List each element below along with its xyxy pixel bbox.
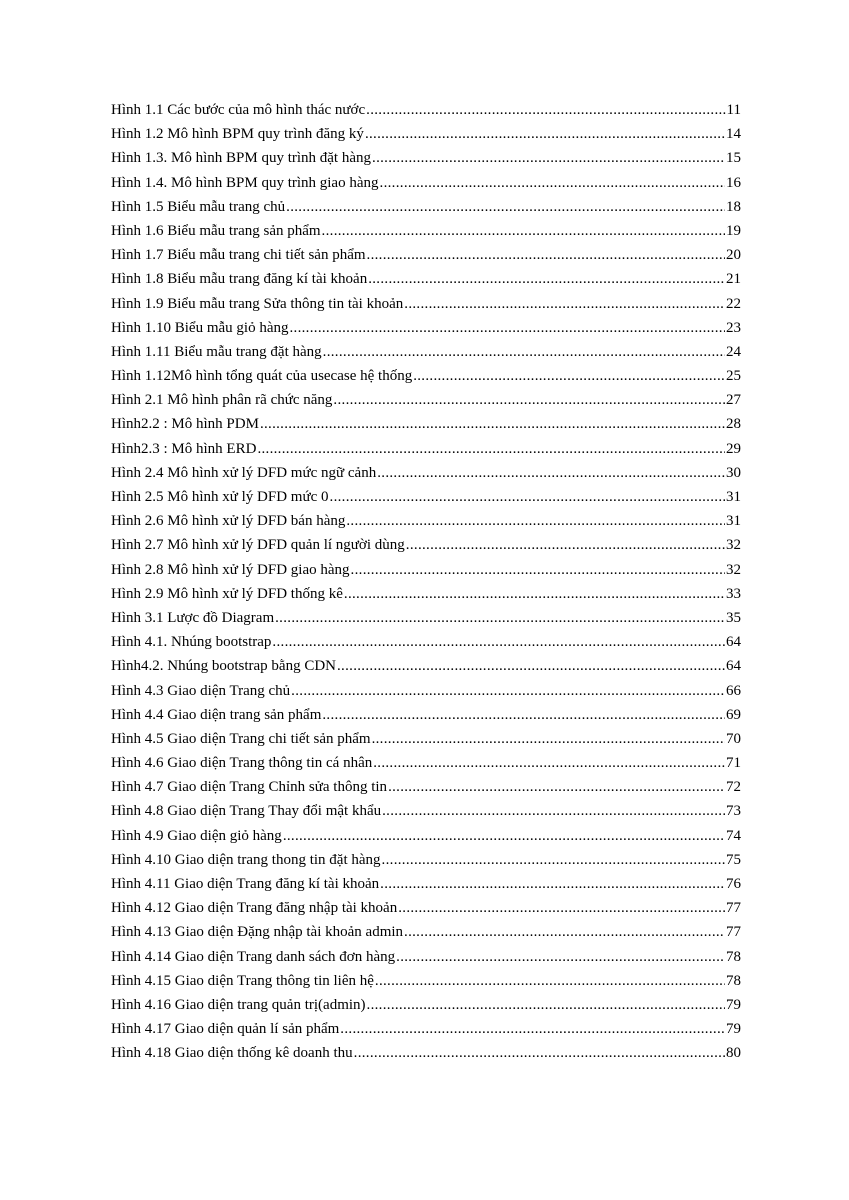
toc-entry[interactable] [111, 924, 741, 948]
toc-entry-title: Hình 1.1 Các bước của mô hình thác nước [111, 102, 366, 118]
toc-entry[interactable] [111, 610, 741, 634]
toc-entry-page-number: 72 [726, 779, 741, 796]
toc-dot-leader [388, 779, 725, 796]
toc-entry-page-number: 79 [726, 1021, 741, 1038]
toc-entry-title: Hình 4.10 Giao diện trang thong tin đặt hàng [111, 851, 381, 868]
toc-entry-title: Hình 4.16 Giao diện trang quản trị(admin) [111, 996, 366, 1013]
toc-entry[interactable] [111, 175, 741, 199]
toc-entry-title: Hình 1.2 Mô hình BPM quy trình đăng ký [111, 126, 364, 143]
toc-entry-page-number: 80 [726, 1045, 741, 1062]
toc-entry-title: Hình 4.3 Giao diện Trang chủ [111, 682, 291, 699]
toc-entry-title: Hình 4.17 Giao diện quản lí sản phẩm [111, 1021, 340, 1038]
toc-entry-title: Hình 1.7 Biểu mẫu trang chi tiết sản phẩm [111, 247, 366, 264]
toc-entry[interactable] [111, 150, 741, 174]
toc-entry-title: Hình 4.11 Giao diện Trang đăng kí tài khoản [111, 876, 380, 892]
toc-entry-title: Hình 1.12Mô hình tổng quát của usecase hệ thống [111, 368, 413, 385]
toc-entry-page-number: 70 [726, 730, 741, 747]
toc-entry-title: Hình 1.10 Biểu mẫu giỏ hàng [111, 319, 289, 336]
toc-entry-title: Hình 2.1 Mô hình phân rã chức năng [111, 392, 333, 409]
toc-dot-leader [286, 199, 725, 216]
toc-entry[interactable] [111, 562, 741, 586]
toc-dot-leader [346, 513, 725, 530]
toc-dot-leader [368, 271, 725, 288]
toc-entry-title: Hình 4.8 Giao diện Trang Thay đổi mật khẩu [111, 803, 382, 820]
toc-entry-page-number: 20 [726, 247, 741, 264]
toc-dot-leader [272, 634, 725, 651]
toc-entry-title: Hình2.3 : Mô hình ERD [111, 440, 257, 457]
toc-entry-page-number: 76 [726, 876, 741, 892]
toc-entry-page-number: 21 [726, 271, 741, 288]
toc-entry-title: Hình 4.4 Giao diện trang sản phẩm [111, 706, 322, 723]
toc-dot-leader [382, 852, 725, 869]
list-of-figures [111, 102, 741, 1070]
toc-entry-page-number: 66 [726, 682, 741, 699]
toc-dot-leader [382, 803, 725, 820]
toc-entry[interactable] [111, 489, 741, 513]
toc-entry[interactable] [111, 1045, 741, 1069]
toc-dot-leader [380, 876, 725, 893]
toc-entry[interactable] [111, 1021, 741, 1045]
toc-entry-title: Hình 3.1 Lược đồ Diagram [111, 609, 275, 626]
toc-entry[interactable] [111, 126, 741, 150]
toc-dot-leader [289, 320, 725, 337]
toc-entry-page-number: 77 [726, 924, 741, 941]
toc-entry-page-number: 11 [726, 102, 741, 118]
toc-entry-page-number: 64 [726, 634, 741, 651]
toc-entry-title: Hình 4.13 Giao diện Đặng nhập tài khoản admin [111, 924, 404, 941]
toc-entry[interactable] [111, 658, 741, 682]
toc-dot-leader [323, 344, 725, 361]
toc-entry-title: Hình 4.5 Giao diện Trang chi tiết sản phẩm [111, 730, 371, 747]
toc-dot-leader [333, 392, 725, 409]
toc-entry[interactable] [111, 683, 741, 707]
toc-entry-page-number: 28 [726, 416, 741, 433]
toc-dot-leader [367, 247, 725, 264]
toc-entry-title: Hình 1.3. Mô hình BPM quy trình đặt hàng [111, 150, 372, 167]
toc-entry[interactable] [111, 852, 741, 876]
toc-entry[interactable] [111, 465, 741, 489]
toc-entry[interactable] [111, 900, 741, 924]
toc-entry-title: Hình 1.9 Biểu mẫu trang Sửa thông tin tài khoản [111, 295, 404, 312]
toc-entry[interactable] [111, 876, 741, 900]
toc-entry[interactable] [111, 537, 741, 561]
toc-dot-leader [275, 610, 725, 627]
toc-dot-leader [291, 683, 725, 700]
toc-entry[interactable] [111, 223, 741, 247]
toc-dot-leader [322, 223, 725, 240]
toc-dot-leader [283, 828, 725, 845]
toc-dot-leader [367, 997, 725, 1014]
toc-entry-title: Hình4.2. Nhúng bootstrap bằng CDN [111, 658, 336, 675]
toc-dot-leader [372, 150, 725, 167]
toc-entry-title: Hình 1.5 Biểu mẫu trang chủ [111, 198, 286, 215]
toc-entry[interactable] [111, 344, 741, 368]
toc-dot-leader [398, 900, 725, 917]
toc-entry-title: Hình 2.9 Mô hình xử lý DFD thống kê [111, 585, 343, 602]
toc-entry-title: Hình 4.14 Giao diện Trang danh sách đơn hàng [111, 948, 396, 965]
toc-dot-leader [330, 489, 725, 506]
toc-entry[interactable] [111, 296, 741, 320]
toc-entry-page-number: 24 [726, 343, 741, 360]
toc-entry-page-number: 77 [726, 900, 741, 917]
toc-entry-page-number: 74 [726, 827, 741, 844]
toc-entry[interactable] [111, 949, 741, 973]
toc-entry-page-number: 16 [726, 174, 741, 191]
toc-dot-leader [404, 924, 725, 941]
toc-entry[interactable] [111, 586, 741, 610]
toc-dot-leader [322, 707, 725, 724]
toc-entry-title: Hình 1.4. Mô hình BPM quy trình giao hàng [111, 174, 379, 191]
toc-entry-title: Hình 1.11 Biểu mẫu trang đặt hàng [111, 343, 322, 360]
toc-entry-title: Hình 4.18 Giao diện thống kê doanh thu [111, 1045, 353, 1062]
toc-entry-page-number: 31 [726, 513, 741, 530]
toc-entry[interactable] [111, 416, 741, 440]
toc-dot-leader [375, 973, 725, 990]
toc-dot-leader [406, 537, 725, 554]
toc-entry[interactable] [111, 247, 741, 271]
toc-entry-title: Hình 2.7 Mô hình xử lý DFD quản lí người dùng [111, 537, 405, 554]
toc-dot-leader [404, 296, 725, 313]
toc-entry-title: Hình 4.1. Nhúng bootstrap [111, 634, 272, 651]
toc-entry-title: Hình 4.7 Giao diện Trang Chỉnh sửa thông tin [111, 779, 388, 796]
toc-entry[interactable] [111, 392, 741, 416]
toc-entry[interactable] [111, 973, 741, 997]
toc-dot-leader [351, 562, 725, 579]
toc-dot-leader [260, 416, 725, 433]
toc-dot-leader [365, 126, 725, 143]
toc-entry-page-number: 32 [726, 561, 741, 578]
toc-entry[interactable] [111, 997, 741, 1021]
toc-entry-page-number: 14 [726, 126, 741, 143]
toc-dot-leader [380, 175, 725, 192]
toc-entry-page-number: 78 [726, 972, 741, 989]
toc-dot-leader [396, 949, 725, 966]
toc-dot-leader [337, 658, 725, 675]
toc-entry-page-number: 73 [726, 803, 741, 820]
toc-entry-title: Hình 4.12 Giao diện Trang đăng nhập tài khoản [111, 900, 398, 917]
toc-entry-page-number: 25 [726, 368, 741, 385]
toc-entry-title: Hình 4.9 Giao diện giỏ hàng [111, 827, 282, 844]
toc-entry[interactable] [111, 368, 741, 392]
toc-entry-page-number: 35 [726, 609, 741, 626]
toc-dot-leader [257, 441, 725, 458]
toc-entry-page-number: 30 [726, 464, 741, 481]
toc-entry-title: Hình2.2 : Mô hình PDM [111, 416, 259, 433]
toc-entry[interactable] [111, 102, 741, 126]
toc-entry-title: Hình 1.6 Biểu mẫu trang sản phẩm [111, 222, 321, 239]
toc-entry-title: Hình 2.6 Mô hình xử lý DFD bán hàng [111, 513, 346, 530]
toc-entry-title: Hình 2.5 Mô hình xử lý DFD mức 0 [111, 489, 329, 505]
toc-entry-page-number: 31 [726, 489, 741, 505]
toc-entry-title: Hình 4.6 Giao diện Trang thông tin cá nhân [111, 755, 373, 772]
toc-entry[interactable] [111, 828, 741, 852]
toc-entry-page-number: 79 [726, 996, 741, 1013]
toc-entry-title: Hình 4.15 Giao diện Trang thông tin liên hệ [111, 972, 374, 989]
toc-entry-page-number: 71 [726, 755, 741, 772]
toc-entry-page-number: 18 [726, 198, 741, 215]
toc-entry-page-number: 15 [726, 150, 741, 167]
toc-entry[interactable] [111, 513, 741, 537]
toc-entry-page-number: 64 [726, 658, 741, 675]
toc-dot-leader [354, 1045, 725, 1062]
toc-entry[interactable] [111, 441, 741, 465]
toc-entry[interactable] [111, 199, 741, 223]
toc-entry[interactable] [111, 707, 741, 731]
toc-dot-leader [377, 465, 725, 482]
toc-entry-title: Hình 1.8 Biểu mẫu trang đăng kí tài khoản [111, 271, 368, 288]
toc-entry-page-number: 69 [726, 706, 741, 723]
toc-entry-page-number: 23 [726, 319, 741, 336]
toc-entry-title: Hình 2.8 Mô hình xử lý DFD giao hàng [111, 561, 350, 578]
toc-entry[interactable] [111, 755, 741, 779]
toc-dot-leader [413, 368, 725, 385]
toc-entry-page-number: 32 [726, 537, 741, 554]
toc-entry[interactable] [111, 779, 741, 803]
toc-entry[interactable] [111, 803, 741, 827]
toc-entry-page-number: 19 [726, 222, 741, 239]
toc-entry-title: Hình 2.4 Mô hình xử lý DFD mức ngữ cảnh [111, 464, 377, 481]
toc-entry-page-number: 78 [726, 948, 741, 965]
toc-dot-leader [344, 586, 725, 603]
toc-entry-page-number: 22 [726, 295, 741, 312]
toc-dot-leader [366, 102, 725, 119]
toc-entry-page-number: 75 [726, 851, 741, 868]
toc-dot-leader [372, 731, 725, 748]
toc-entry-page-number: 27 [726, 392, 741, 409]
toc-entry[interactable] [111, 731, 741, 755]
toc-dot-leader [373, 755, 725, 772]
toc-entry[interactable] [111, 634, 741, 658]
toc-entry-page-number: 29 [726, 440, 741, 457]
toc-entry[interactable] [111, 320, 741, 344]
toc-entry-page-number: 33 [726, 585, 741, 602]
toc-entry[interactable] [111, 271, 741, 295]
toc-dot-leader [340, 1021, 725, 1038]
